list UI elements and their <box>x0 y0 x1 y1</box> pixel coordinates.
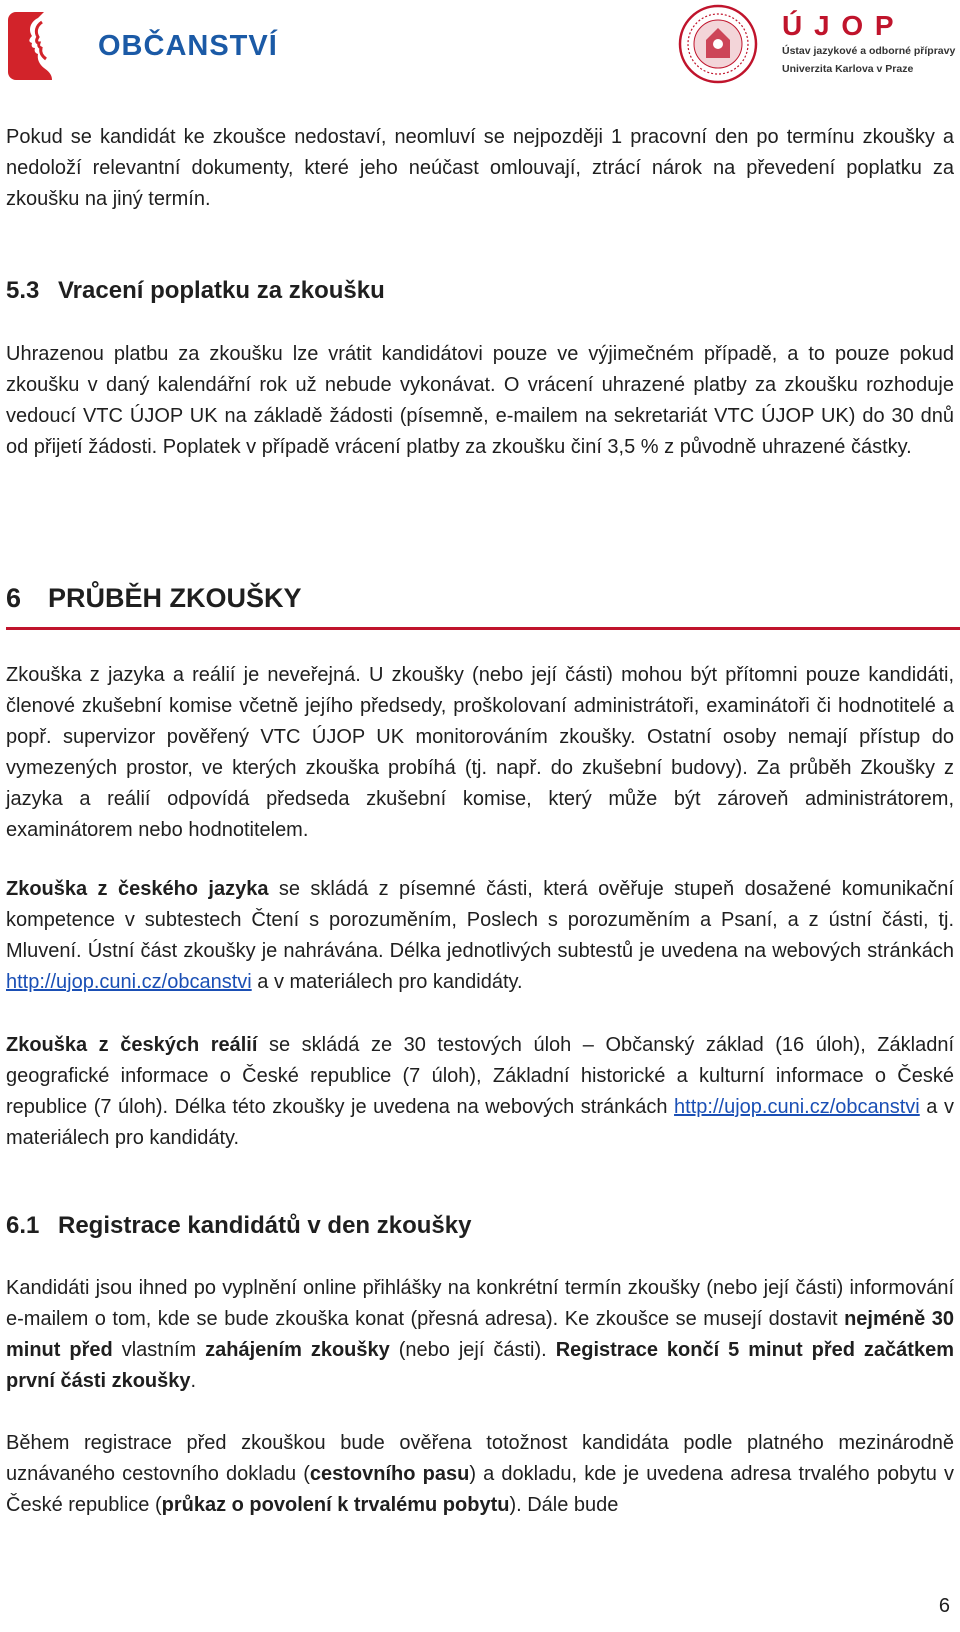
section-title: Registrace kandidátů v den zkoušky <box>58 1212 472 1239</box>
section-6-heading <box>6 583 302 614</box>
paragraph-text: Během registrace před zkouškou bude ověřena totožnost kandidáta podle platného mezinárodně uznávaného cestovního dokladu ( <box>6 1432 954 1485</box>
paragraph-text: (nebo její části). <box>389 1339 556 1361</box>
section-6-paragraph-3 <box>6 1030 954 1154</box>
profile-face-icon <box>8 12 76 80</box>
intro-paragraph: Pokud se kandidát ke zkoušce nedostaví, neomluví se nejpozději 1 pracovní den po termínu zkoušky a nedoloží relevantní dokumenty, které jeho neúčast omlouvají, ztrácí nárok na převedení poplatku za zkoušku na jiný termín. <box>6 126 954 210</box>
paragraph-text: a v materiálech pro kandidáty. <box>6 1096 954 1149</box>
section-5-3-heading <box>6 277 385 305</box>
section-6-1-heading <box>6 1212 471 1240</box>
university-seal-icon <box>678 4 758 84</box>
paragraph-text: vlastním <box>112 1339 206 1361</box>
section-6-paragraph-1: Zkouška z jazyka a reálií je neveřejná. U zkoušky (nebo její části) mohou být přítomni pouze kandidáti, členové zkušební komise včetně jejího předsedy, proškolovaní administrátoři, examinátoři či hodnotitelé a popř. supervizor pověřený VTC ÚJOP UK monitorováním zkoušky. Ostatní osoby nemají přístup do vymezených prostor, ve kterých zkouška probíhá (tj. např. do zkušební budovy). Za průběh Zkoušky z jazyka a reálií odpovídá předseda zkušební komise, který může být zároveň administrátorem, examinátorem nebo hodnotitelem. <box>6 664 954 841</box>
obcanstvi-link[interactable]: http://ujop.cuni.cz/obcanstvi <box>6 971 252 993</box>
section-6-1-paragraph-1 <box>6 1273 954 1397</box>
paragraph-text: se skládá z písemné části, která ověřuje stupeň dosažené komunikační kompetence v subtestech Čtení s porozuměním, Poslech s porozuměním a Psaní, a z ústní části, tj. Mluvení. Ústní část zkoušky je nahrávána. Délka jednotlivých subtestů je uvedena na webových stránkách <box>6 878 954 962</box>
section-number: 6 <box>6 583 22 613</box>
section-6-1-paragraph-2 <box>6 1428 954 1521</box>
section-5-3-paragraph: Uhrazenou platbu za zkoušku lze vrátit kandidátovi pouze ve výjimečném případě, a to pouze pokud zkoušku v daný kalendářní rok už nebude vykonávat. O vrácení uhrazené platby za zkoušku rozhoduje vedoucí VTC ÚJOP UK na základě žádosti (písemně, e-mailem na sekretariát VTC ÚJOP UK) do 30 dnů od přijetí žádosti. Poplatek v případě vrácení platby za zkoušku činí 3,5 % z původně uhrazené částky. <box>6 343 954 458</box>
paragraph-text: . <box>190 1370 197 1392</box>
bold-term: Zkouška z českého jazyka <box>6 878 269 900</box>
section-number: 6.1 <box>6 1212 40 1239</box>
paragraph-text: a v materiálech pro kandidáty. <box>251 971 523 993</box>
section-title: Vracení poplatku za zkoušku <box>58 277 385 304</box>
bold-term: Registrace končí 5 minut před začátkem první části zkoušky <box>6 1339 954 1392</box>
bold-term: zahájením zkoušky <box>205 1339 390 1361</box>
section-number: 5.3 <box>6 277 40 304</box>
obcanstvi-wordmark: OBČANSTVÍ <box>98 30 278 62</box>
ujop-subtitle-line1: Ústav jazykové a odborné přípravy <box>782 45 956 57</box>
heading-divider <box>6 627 960 630</box>
paragraph-text: Kandidáti jsou ihned po vyplnění online přihlášky na konkrétní termín zkoušky (nebo její části) informování e-mailem o tom, kde se bude zkouška konat (přesná adresa). Ke zkoušce se musejí dostavit <box>6 1277 954 1330</box>
page-number: 6 <box>938 1595 950 1617</box>
obcanstvi-link[interactable]: http://ujop.cuni.cz/obcanstvi <box>674 1096 920 1118</box>
section-title: PRŮBĚH ZKOUŠKY <box>48 583 302 613</box>
bold-term: Zkouška z českých reálií <box>6 1034 258 1056</box>
section-6-paragraph-2 <box>6 874 954 998</box>
bold-term: průkaz o povolení k trvalému pobytu <box>161 1494 510 1516</box>
bold-term: cestovního pasu <box>309 1463 470 1485</box>
ujop-logo <box>782 12 958 76</box>
ujop-subtitle-line2: Univerzita Karlova v Praze <box>782 63 914 75</box>
paragraph-text: ) a dokladu, kde je uvedena adresa trvalého pobytu v České republice ( <box>6 1463 955 1516</box>
obcanstvi-logo <box>8 12 278 80</box>
paragraph-text: se skládá ze 30 testových úloh – Občanský základ (16 úloh), Základní geografické informace o České republice (7 úloh), Základní historické a kulturní informace o České republice (7 úloh). Délka této zkoušky je uvedena na webových stránkách <box>6 1034 954 1118</box>
bold-term: nejméně 30 minut před <box>6 1308 954 1361</box>
ujop-title: Ú J O P <box>782 10 896 41</box>
paragraph-text: ). Dále bude <box>509 1494 619 1516</box>
